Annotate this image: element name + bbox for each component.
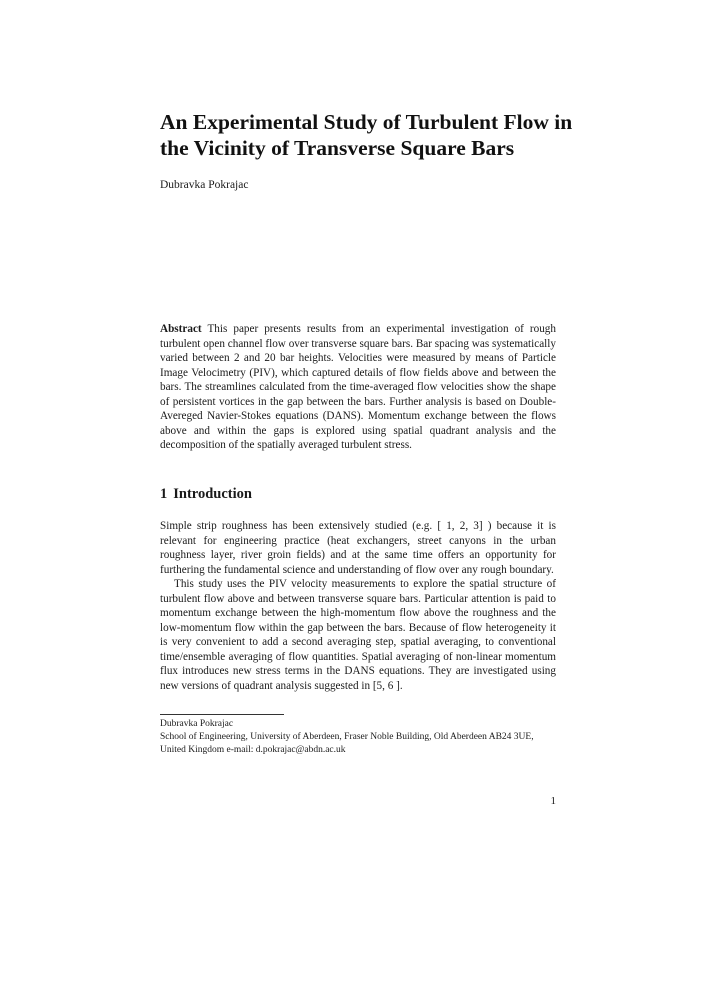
abstract <box>160 322 556 453</box>
intro-paragraph-1: Simple strip roughness has been extensively studied (e.g. [ 1, 2, 3] ) because it is relevant for engineering practice (heat exchangers, street canyons in the urban roughness layer, river groin fields) and at the same time offers an opportunity for furthering the fundamental science and understanding of flow over any rough boundary. <box>160 520 556 576</box>
author-name: Dubravka Pokrajac <box>160 179 249 191</box>
section-number: 1 <box>160 486 168 502</box>
abstract-label: Abstract <box>160 323 202 335</box>
paper-title: An Experimental Study of Turbulent Flow in the Vicinity of Transverse Square Bars <box>160 110 573 160</box>
footnote-divider <box>160 714 284 715</box>
abstract-text: This paper presents results from an experimental investigation of rough turbulent open channel flow over transverse square bars. Bar spacing was systematically varied between 2 and 20 bar heights. Velocities were measured by means of Particle Image Velocimetry (PIV), which captured details of flow fields above and between the bars. The streamlines calculated from the time-averaged flow velocities show the shape of persistent vortices in the gap between the bars. Further analysis is based on Double-Avereged Navier-Stokes equations (DANS). Momentum exchange between the flows above and within the gaps is explored using spatial quadrant analysis and the decomposition of the spatially averaged turbulent stress. <box>160 323 556 451</box>
section-title: Introduction <box>173 486 252 502</box>
intro-paragraph-2: This study uses the PIV velocity measurements to explore the spatial structure of turbulent flow above and between transverse square bars. Particular attention is paid to momentum exchange between the high-momentum flow above the roughness and the low-momentum flow within the gap between the bars. Because of flow heterogeneity it is very convenient to add a second averaging step, spatial averaging, to conventional time/ensemble averaging of flow quantities. Spatial averaging of non-linear momentum flux introduces new stress terms in the DANS equations. They are investigated using new versions of quadrant analysis suggested in [5, 6 ]. <box>160 578 556 692</box>
page-number: 1 <box>550 795 556 807</box>
section-heading <box>160 485 252 503</box>
footnote-author: Dubravka Pokrajac <box>160 719 234 729</box>
footnote-affiliation: School of Engineering, University of Aberdeen, Fraser Noble Building, Old Aberdeen AB24 3UE, United Kingdom e-mail: d.pokrajac@abdn.ac.uk <box>160 732 534 755</box>
